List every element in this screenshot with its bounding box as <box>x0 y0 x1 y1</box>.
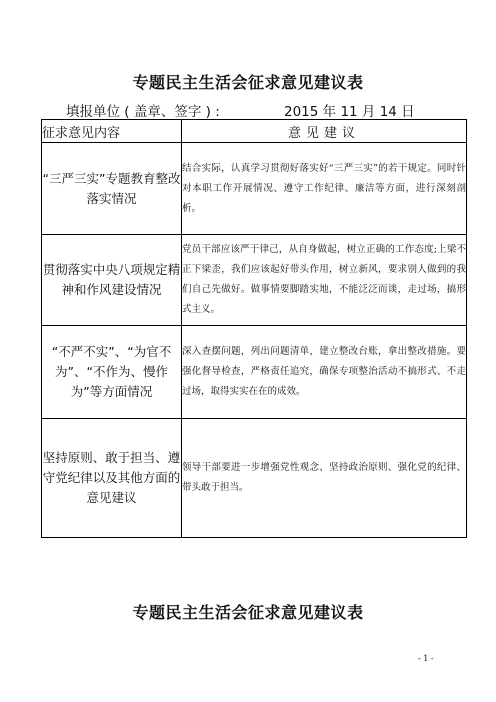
row-topic: 贯彻落实中央八项规定精神和作风建设情况 <box>42 235 182 326</box>
next-page-title: 专题民主生活会征求意见建议表 <box>132 603 364 622</box>
row-topic: “三严三实”专题教育整改落实情况 <box>42 143 182 235</box>
table-row <box>42 419 467 538</box>
report-date: 2015 年 11 月 14 日 <box>284 104 415 120</box>
document-title: 专题民主生活会征求意见建议表 <box>132 73 364 92</box>
table-row <box>42 326 467 419</box>
reporting-unit-label: 填报单位 ( 盖章、签字 ) : <box>66 104 220 120</box>
row-topic: 坚持原则、敢于担当、遵守党纪律以及其他方面的意见建议 <box>42 419 182 538</box>
row-opinion: 深入查摆问题，列出问题清单，建立整改台账，拿出整改措施。要强化督导检查，严格责任追究，确保专项整治活动不搞形式、不走过场，取得实实在在的成效。 <box>182 326 467 419</box>
row-opinion: 领导干部要进一步增强党性观念、坚持政治原则、强化党的纪律、带头敢于担当。 <box>182 419 467 538</box>
row-opinion: 结合实际，认真学习贯彻好落实好“三严三实”的若干规定。同时针对本职工作开展情况、遵守工作纪律、廉洁等方面，进行深刻剖析。 <box>182 143 467 235</box>
header-opinion-suggestion: 意见建议 <box>182 120 467 143</box>
row-topic: “不严不实”、“为官不为”、“不作为、慢作为”等方面情况 <box>42 326 182 419</box>
table-header-row <box>42 120 467 143</box>
table-row <box>42 235 467 326</box>
table-row <box>42 143 467 235</box>
opinion-table <box>41 119 467 538</box>
header-opinion-content: 征求意见内容 <box>42 120 182 143</box>
page-number: - 1 - <box>418 654 434 663</box>
row-opinion: 党员干部应该严于律己，从自身做起，树立正确的工作态度;上梁不正下梁歪，我们应该起好带头作用，树立新风，要求别人做到的我们自己先做好。做事情要脚踏实地，不能泛泛而谈，走过场，搞形式主义。 <box>182 235 467 326</box>
